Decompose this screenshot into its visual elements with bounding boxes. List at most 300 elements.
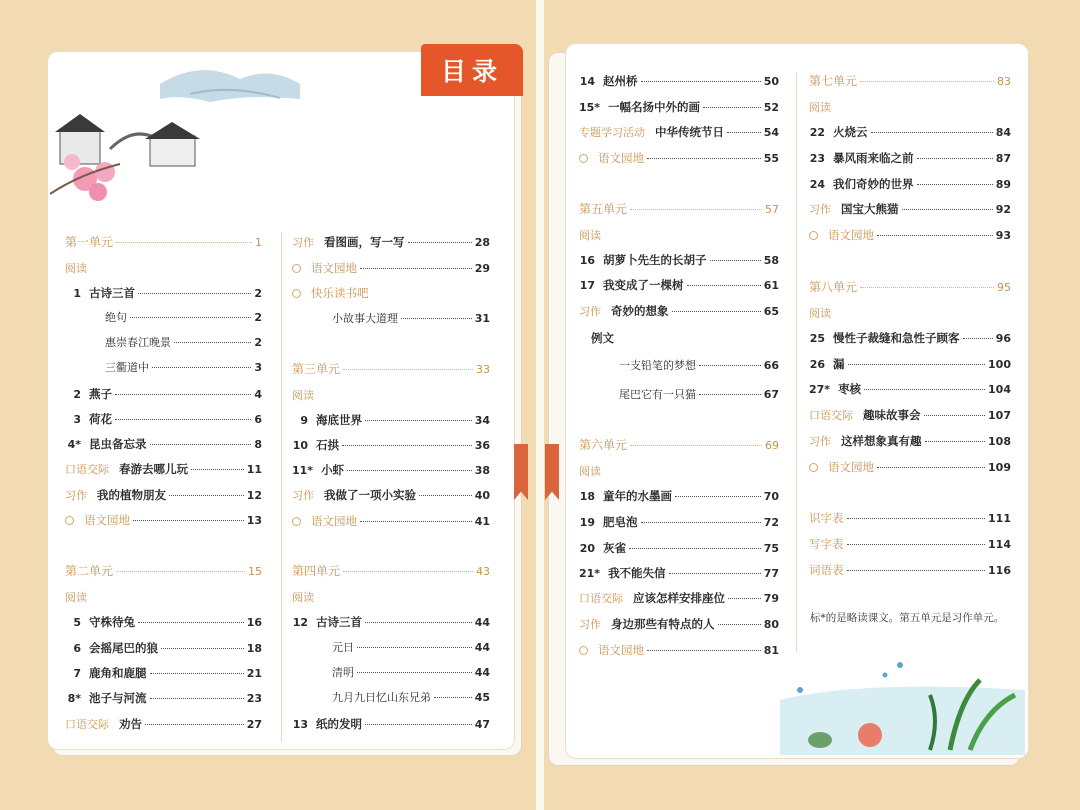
dot-leader: [357, 672, 472, 673]
entry-title: 鹿角和鹿腿: [89, 666, 147, 680]
entry-title: 会摇尾巴的狼: [89, 641, 158, 655]
lesson-number: 9: [300, 414, 308, 427]
entry-title: 胡萝卜先生的长胡子: [603, 253, 707, 267]
toc-entry: [65, 386, 262, 402]
toc-entry: [292, 563, 490, 579]
entry-title: 写字表: [809, 537, 844, 551]
dot-leader: [848, 364, 986, 365]
dot-leader: [343, 571, 473, 572]
entry-title: 纸的发明: [316, 717, 362, 731]
entry-category-tag: 习作: [292, 236, 314, 249]
entry-title: 语文园地: [598, 643, 644, 657]
circle-bullet-icon: [809, 231, 818, 240]
toc-entry: [579, 437, 779, 453]
entry-title: 应该怎样安排座位: [633, 591, 725, 605]
entry-category-tag: 习作: [579, 305, 601, 318]
toc-entry: [292, 361, 490, 377]
page-number: 104: [988, 383, 1011, 396]
lesson-number: 12: [292, 616, 308, 629]
page-number: 11: [246, 463, 262, 476]
entry-title: 一支铅笔的梦想: [619, 359, 696, 372]
lesson-number: 17: [579, 279, 595, 292]
toc-entry: [579, 540, 779, 556]
toc-entry: [105, 335, 262, 351]
dot-leader: [169, 495, 244, 496]
dot-leader: [864, 389, 985, 390]
entry-title: 古诗三首: [89, 286, 135, 300]
section-label-reading: 阅读: [579, 465, 601, 478]
dot-leader: [161, 648, 244, 649]
page-number: 47: [474, 718, 490, 731]
entry-title: 绝句: [105, 311, 127, 324]
page-number: 107: [988, 409, 1011, 422]
entry-title: 奇妙的想象: [611, 304, 669, 318]
page-number: 114: [988, 538, 1011, 551]
dot-leader: [860, 287, 994, 288]
unit-title: 第七单元: [809, 74, 858, 88]
entry-title: 我的植物朋友: [97, 488, 166, 502]
toc-entry: [809, 510, 1011, 526]
dot-leader: [360, 521, 472, 522]
page-number: 44: [474, 616, 490, 629]
page-number: 57: [765, 203, 779, 216]
lesson-number: 3: [73, 413, 81, 426]
toc-entry: [579, 124, 779, 140]
dot-leader: [871, 132, 993, 133]
page-number: 2: [254, 287, 262, 300]
dot-leader: [925, 441, 986, 442]
page-number: 41: [474, 515, 490, 528]
page-number: 4: [254, 388, 262, 401]
page-number: 16: [246, 616, 262, 629]
page-number: 43: [476, 565, 490, 578]
page-number: 3: [254, 361, 262, 374]
entry-title: 枣核: [838, 382, 862, 396]
toc-entry: [332, 640, 490, 656]
section-label-reading: 阅读: [809, 307, 831, 320]
dot-leader: [174, 342, 251, 343]
dot-leader: [116, 571, 245, 572]
entry-title: 昆虫备忘录: [89, 437, 147, 451]
dot-leader: [847, 544, 986, 545]
dot-leader: [150, 444, 252, 445]
unit-title: 第二单元: [65, 564, 114, 578]
toc-entry: [65, 640, 262, 656]
toc-entry: [292, 234, 490, 250]
book-spine-gap: [536, 0, 544, 810]
dot-leader: [357, 647, 472, 648]
entry-title: 燕子: [89, 387, 112, 401]
dot-leader: [145, 724, 244, 725]
dot-leader: [130, 317, 251, 318]
page-number: 29: [474, 262, 490, 275]
lesson-number: 6: [73, 642, 81, 655]
dot-leader: [963, 338, 993, 339]
entry-title: 我做了一项小实验: [324, 488, 416, 502]
dot-leader: [365, 622, 472, 623]
entry-title: 元日: [332, 641, 354, 654]
page-number: 84: [995, 126, 1011, 139]
entry-title: 语文园地: [828, 228, 874, 242]
toc-entry: [332, 311, 490, 327]
page-number: 96: [995, 332, 1011, 345]
toc-entry: [292, 437, 490, 453]
lesson-number: 5: [73, 616, 81, 629]
entry-category-tag: 习作: [809, 203, 831, 216]
entry-title: 灰雀: [603, 541, 626, 555]
entry-title: 九月九日忆山东兄弟: [332, 691, 431, 704]
dot-leader: [630, 209, 762, 210]
toc-entry: [809, 407, 1011, 423]
toc-entry: [65, 690, 262, 706]
toc-entry: [65, 411, 262, 427]
circle-bullet-icon: [579, 646, 588, 655]
lesson-number: 21*: [579, 567, 601, 580]
page-number: 80: [763, 618, 779, 631]
entry-title: 例文: [591, 331, 614, 345]
dot-leader: [699, 365, 761, 366]
toc-entry: [809, 124, 1011, 140]
page-number: 8: [254, 438, 262, 451]
lesson-number: 10: [292, 439, 308, 452]
dot-leader: [116, 242, 252, 243]
toc-entry: [591, 330, 779, 346]
dot-leader: [902, 209, 993, 210]
unit-title: 第八单元: [809, 280, 858, 294]
entry-title: 三衢道中: [105, 361, 149, 374]
section-label-reading: 阅读: [292, 591, 314, 604]
lesson-number: 11*: [292, 464, 314, 477]
toc-entry: [292, 412, 490, 428]
landscape-illustration: [50, 54, 310, 204]
page-number: 31: [474, 312, 490, 325]
toc-entry: [809, 433, 1011, 449]
toc-entry: [292, 513, 490, 529]
entry-title: 童年的水墨画: [603, 489, 672, 503]
entry-title: 石拱: [316, 438, 339, 452]
dot-leader: [860, 81, 994, 82]
page-title: 目录: [421, 44, 523, 96]
toc-entry: [809, 459, 1011, 475]
dot-leader: [727, 132, 761, 133]
page-number: 116: [988, 564, 1011, 577]
toc-entry: [332, 690, 490, 706]
section-label-reading: 阅读: [65, 591, 87, 604]
page-number: 6: [254, 413, 262, 426]
dot-leader: [408, 242, 472, 243]
toc-entry: [579, 73, 779, 89]
page-number: 45: [474, 691, 490, 704]
page-number: 75: [763, 542, 779, 555]
toc-entry: [619, 387, 779, 403]
lesson-number: 26: [809, 358, 825, 371]
dot-leader: [115, 394, 251, 395]
page-number: 65: [763, 305, 779, 318]
dot-leader: [342, 445, 472, 446]
page-number: 108: [988, 435, 1011, 448]
page-number: 87: [995, 152, 1011, 165]
toc-entry: [65, 614, 262, 630]
toc-entry: [619, 358, 779, 374]
page-number: 13: [246, 514, 262, 527]
entry-category-tag: 口语交际: [65, 463, 109, 476]
dot-leader: [365, 724, 472, 725]
unit-title: 第一单元: [65, 235, 114, 249]
toc-entry: [579, 201, 779, 217]
page-number: 34: [474, 414, 490, 427]
entry-title: 小虾: [321, 463, 345, 477]
lesson-number: 25: [809, 332, 825, 345]
toc-entry: [809, 562, 1011, 578]
lesson-number: 27*: [809, 383, 831, 396]
page-number: 1: [255, 236, 262, 249]
footnote: 标*的是略读课文。第五单元是习作单元。: [810, 612, 1005, 624]
entry-title: 我们奇妙的世界: [833, 177, 914, 191]
page-number: 67: [763, 388, 779, 401]
lesson-number: 15*: [579, 101, 601, 114]
dot-leader: [675, 496, 761, 497]
toc-entry: [809, 279, 1011, 295]
unit-title: 第三单元: [292, 362, 341, 376]
section-label-reading: 阅读: [292, 389, 314, 402]
toc-entry: [809, 536, 1011, 552]
toc-entry: [809, 73, 1011, 89]
toc-entry: [579, 642, 779, 658]
page-number: 2: [254, 311, 262, 324]
entry-title: 趣味故事会: [863, 408, 921, 422]
entry-title: 这样想象真有趣: [841, 434, 922, 448]
page-number: 12: [246, 489, 262, 502]
dot-leader: [877, 235, 993, 236]
entry-title: 惠崇春江晚景: [105, 336, 171, 349]
entry-title: 语文园地: [311, 514, 357, 528]
entry-title: 春游去哪儿玩: [119, 462, 188, 476]
entry-title: 暴风雨来临之前: [833, 151, 914, 165]
dot-leader: [924, 415, 986, 416]
unit-title: 第四单元: [292, 564, 341, 578]
toc-entry: [292, 462, 490, 478]
lesson-number: 22: [809, 126, 825, 139]
page-number: 2: [254, 336, 262, 349]
page-number: 28: [474, 236, 490, 249]
toc-entry: [65, 563, 262, 579]
circle-bullet-icon: [579, 154, 588, 163]
lesson-number: 23: [809, 152, 825, 165]
dot-leader: [718, 624, 761, 625]
page-number: 54: [763, 126, 779, 139]
page-number: 50: [763, 75, 779, 88]
page-number: 72: [763, 516, 779, 529]
entry-title: 慢性子裁缝和急性子顾客: [833, 331, 960, 345]
toc-entry: [809, 330, 1011, 346]
page-number: 15: [248, 565, 262, 578]
entry-title: 语文园地: [828, 460, 874, 474]
dot-leader: [150, 673, 244, 674]
page-number: 40: [474, 489, 490, 502]
dot-leader: [699, 394, 761, 395]
dot-leader: [150, 698, 244, 699]
entry-title: 我变成了一棵树: [603, 278, 684, 292]
entry-title: 语文园地: [84, 513, 130, 527]
toc-entry: [65, 716, 262, 732]
dot-leader: [647, 650, 761, 651]
dot-leader: [917, 184, 993, 185]
page-number: 66: [763, 359, 779, 372]
toc-entry: [809, 176, 1011, 192]
toc-entry: [579, 590, 779, 606]
toc-entry: [65, 234, 262, 250]
entry-title: 国宝大熊猫: [841, 202, 899, 216]
toc-entry: [292, 285, 490, 301]
toc-entry: [65, 512, 262, 528]
circle-bullet-icon: [292, 289, 301, 298]
page-number: 81: [763, 644, 779, 657]
circle-bullet-icon: [65, 516, 74, 525]
toc-entry: [579, 488, 779, 504]
entry-title: 火烧云: [833, 125, 868, 139]
dot-leader: [669, 573, 761, 574]
dot-leader: [629, 548, 761, 549]
page-number: 38: [474, 464, 490, 477]
entry-title: 一幅名扬中外的画: [608, 100, 701, 114]
lesson-number: 16: [579, 254, 595, 267]
entry-category-tag: 习作: [579, 618, 601, 631]
dot-leader: [647, 158, 761, 159]
toc-entry: [579, 99, 779, 115]
page-number: 79: [763, 592, 779, 605]
dot-leader: [138, 293, 251, 294]
page-number: 23: [246, 692, 262, 705]
toc-entry: [579, 565, 779, 581]
toc-entry: [579, 514, 779, 530]
toc-entry: [292, 487, 490, 503]
entry-title: 快乐读书吧: [311, 286, 369, 300]
dot-leader: [877, 467, 985, 468]
entry-category-tag: 专题学习活动: [579, 126, 645, 139]
right-column-divider: [796, 72, 797, 652]
lesson-number: 2: [73, 388, 81, 401]
lesson-number: 8*: [67, 692, 81, 705]
dot-leader: [152, 367, 251, 368]
dot-leader: [434, 697, 472, 698]
dot-leader: [401, 318, 472, 319]
entry-title: 语文园地: [598, 151, 644, 165]
entry-title: 清明: [332, 666, 354, 679]
entry-title: 识字表: [809, 511, 844, 525]
entry-title: 守株待兔: [89, 615, 135, 629]
toc-entry: [332, 665, 490, 681]
dot-leader: [115, 419, 251, 420]
page-number: 44: [474, 641, 490, 654]
entry-title: 中华传统节日: [655, 125, 724, 139]
circle-bullet-icon: [292, 517, 301, 526]
page-number: 89: [995, 178, 1011, 191]
dot-leader: [710, 260, 761, 261]
page-number: 111: [988, 512, 1011, 525]
toc-entry: [579, 277, 779, 293]
entry-title: 语文园地: [311, 261, 357, 275]
page-number: 61: [763, 279, 779, 292]
dot-leader: [917, 158, 993, 159]
entry-title: 荷花: [89, 412, 112, 426]
entry-title: 小故事大道理: [332, 312, 398, 325]
entry-category-tag: 口语交际: [65, 718, 109, 731]
page-number: 18: [246, 642, 262, 655]
toc-entry: [105, 310, 262, 326]
entry-title: 肥皂泡: [603, 515, 638, 529]
entry-title: 古诗三首: [316, 615, 362, 629]
lesson-number: 24: [809, 178, 825, 191]
dot-leader: [703, 107, 761, 108]
toc-entry: [809, 201, 1011, 217]
entry-title: 劝告: [119, 717, 142, 731]
lesson-number: 1: [73, 287, 81, 300]
page-number: 69: [765, 439, 779, 452]
dot-leader: [191, 469, 244, 470]
toc-entry: [65, 436, 262, 452]
dot-leader: [365, 420, 472, 421]
dot-leader: [138, 622, 244, 623]
page-number: 70: [763, 490, 779, 503]
toc-entry: [809, 227, 1011, 243]
toc-entry: [579, 303, 779, 319]
page-number: 95: [997, 281, 1011, 294]
page-number: 58: [763, 254, 779, 267]
page-number: 55: [763, 152, 779, 165]
toc-entry: [292, 614, 490, 630]
toc-entry: [809, 150, 1011, 166]
dot-leader: [419, 495, 472, 496]
dot-leader: [133, 520, 244, 521]
dot-leader: [360, 268, 472, 269]
page-number: 109: [988, 461, 1011, 474]
lesson-number: 7: [73, 667, 81, 680]
entry-category-tag: 习作: [292, 489, 314, 502]
page-number: 92: [995, 203, 1011, 216]
toc-entry: [65, 487, 262, 503]
lesson-number: 18: [579, 490, 595, 503]
toc-entry: [809, 356, 1011, 372]
lesson-number: 19: [579, 516, 595, 529]
page-number: 83: [997, 75, 1011, 88]
circle-bullet-icon: [809, 463, 818, 472]
entry-category-tag: 口语交际: [809, 409, 853, 422]
dot-leader: [641, 522, 761, 523]
dot-leader: [672, 311, 761, 312]
toc-entry: [65, 285, 262, 301]
seabed-illustration: [780, 640, 1025, 755]
dot-leader: [728, 598, 761, 599]
entry-category-tag: 习作: [65, 489, 87, 502]
dot-leader: [343, 369, 473, 370]
page-number: 52: [763, 101, 779, 114]
entry-category-tag: 习作: [809, 435, 831, 448]
section-label-reading: 阅读: [809, 101, 831, 114]
toc-entry: [809, 381, 1011, 397]
toc-entry: [579, 150, 779, 166]
lesson-number: 13: [292, 718, 308, 731]
page-number: 21: [246, 667, 262, 680]
dot-leader: [847, 570, 986, 571]
lesson-number: 20: [579, 542, 595, 555]
entry-title: 漏: [833, 357, 845, 371]
circle-bullet-icon: [292, 264, 301, 273]
page-number: 93: [995, 229, 1011, 242]
page-number: 77: [763, 567, 779, 580]
dot-leader: [687, 285, 761, 286]
dot-leader: [847, 518, 986, 519]
toc-entry: [65, 665, 262, 681]
